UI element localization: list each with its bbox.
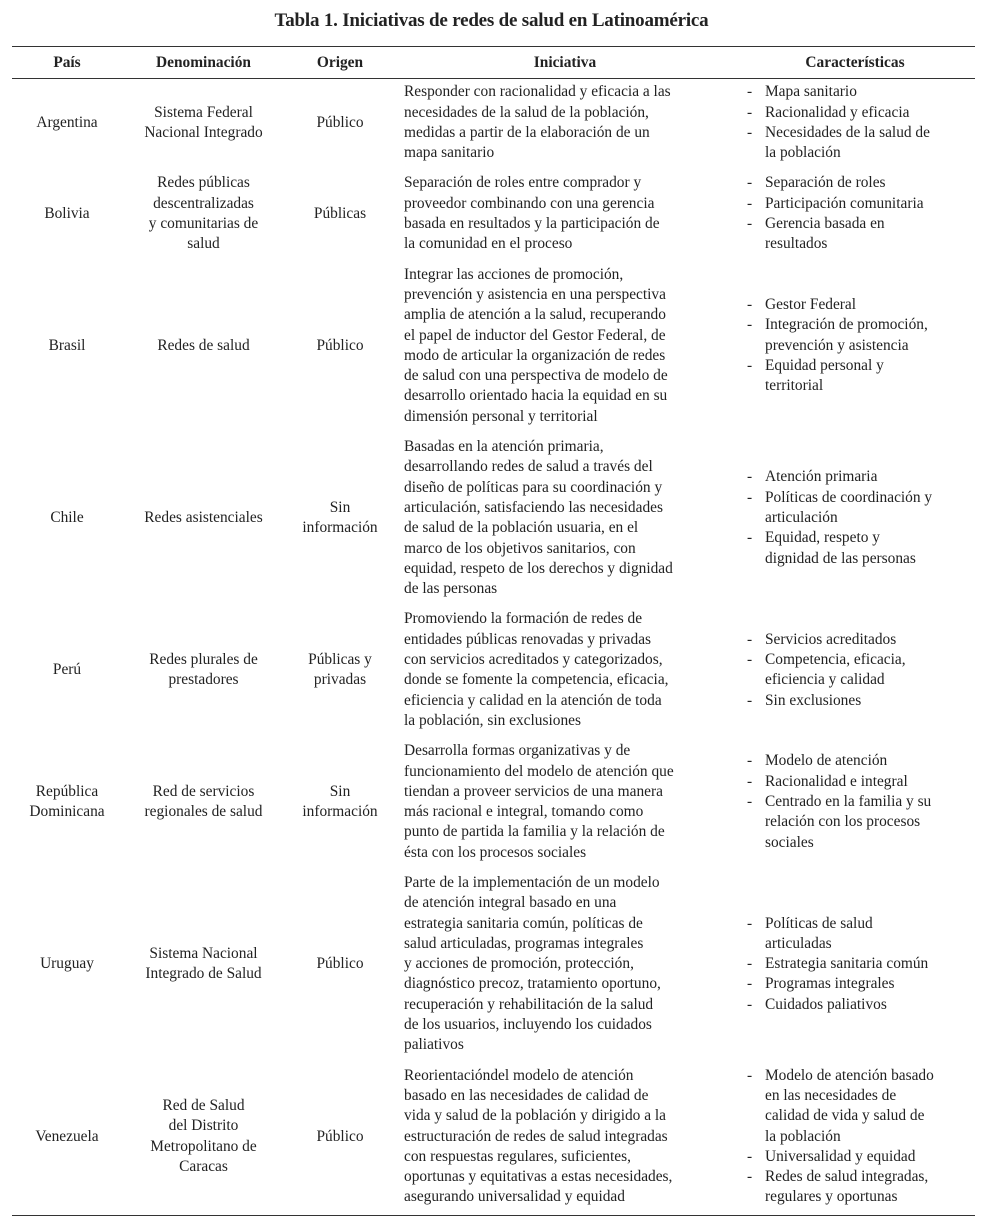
caracteristicas-list bbox=[747, 295, 975, 396]
list-item bbox=[747, 954, 975, 974]
list-item bbox=[747, 103, 975, 123]
caracteristicas-list bbox=[747, 467, 975, 568]
caracteristicas-list bbox=[747, 751, 975, 852]
caracteristicas-list bbox=[747, 630, 975, 711]
cell-origen: Público bbox=[285, 1063, 395, 1216]
list-item bbox=[747, 630, 975, 650]
cell-iniciativa: Basadas en la atención primaria, desarrollando redes de salud a través del diseño de políticas para su coordinación y articulación, satisfaciendo las necesidades de salud de la población usuaria, en el marco de los objetivos sanitarios, con equidad, respeto de los derechos y dignidad de las personas bbox=[404, 438, 673, 598]
header-row bbox=[12, 47, 975, 79]
cell-caracteristicas bbox=[735, 170, 975, 261]
list-item bbox=[747, 914, 975, 955]
header-pais: País bbox=[12, 47, 122, 79]
cell-denominacion: Redes plurales de prestadores bbox=[149, 651, 258, 689]
list-item bbox=[747, 528, 975, 569]
cell-iniciativa: Responder con racionalidad y eficacia a las necesidades de la salud de la población, medidas a partir de la elaboración de un mapa sanitario bbox=[404, 83, 671, 162]
list-item bbox=[747, 173, 975, 193]
bullet-dash-icon: - bbox=[747, 296, 753, 314]
cell-origen: Públicas bbox=[313, 204, 367, 222]
initiatives-table bbox=[12, 46, 975, 1216]
list-item-text: Programas integrales bbox=[765, 975, 895, 993]
cell-caracteristicas bbox=[735, 434, 975, 606]
list-item-text: Modelo de atención bbox=[765, 752, 888, 770]
bullet-dash-icon: - bbox=[747, 529, 753, 547]
list-item-text: Separación de roles bbox=[765, 174, 886, 192]
caracteristicas-list bbox=[747, 82, 975, 163]
list-item-text: Equidad personal y territorial bbox=[765, 357, 884, 395]
cell-origen: Público bbox=[316, 336, 364, 354]
cell-pais: Perú bbox=[52, 661, 82, 679]
table-row bbox=[12, 434, 975, 606]
cell-caracteristicas bbox=[735, 738, 975, 870]
cell-pais: Brasil bbox=[48, 336, 86, 354]
list-item-text: Equidad, respeto y dignidad de las personas bbox=[765, 529, 916, 567]
list-item-text: Políticas de coordinación y articulación bbox=[765, 488, 933, 527]
cell-iniciativa: Desarrolla formas organizativas y de funcionamiento del modelo de atención que tiendan a proveer servicios de una manera más racional e integral, tomando como punto de partida la familia y la relación de ésta con los procesos sociales bbox=[404, 742, 674, 861]
header-iniciativa: Iniciativa bbox=[395, 47, 735, 79]
cell-caracteristicas bbox=[735, 606, 975, 738]
list-item bbox=[747, 974, 975, 994]
cell-caracteristicas bbox=[735, 870, 975, 1063]
table-title: Tabla 1. Iniciativas de redes de salud en Latinoamérica bbox=[274, 10, 709, 31]
list-item bbox=[747, 214, 975, 255]
list-item bbox=[747, 1066, 975, 1147]
cell-denominacion: Redes de salud bbox=[157, 336, 250, 354]
header-denominacion: Denominación bbox=[122, 47, 285, 79]
cell-pais: Uruguay bbox=[40, 955, 94, 973]
cell-denominacion: Redes asistenciales bbox=[144, 509, 263, 527]
bullet-dash-icon: - bbox=[747, 630, 753, 648]
cell-pais: Argentina bbox=[36, 113, 98, 131]
table-body bbox=[12, 79, 975, 1215]
bullet-dash-icon: - bbox=[747, 468, 753, 486]
list-item bbox=[747, 488, 975, 529]
list-item bbox=[747, 123, 975, 164]
bullet-dash-icon: - bbox=[747, 1147, 753, 1165]
cell-caracteristicas bbox=[735, 1063, 975, 1216]
cell-caracteristicas bbox=[735, 79, 975, 171]
cell-origen: Sin información bbox=[302, 782, 378, 821]
list-item bbox=[747, 650, 975, 691]
cell-pais: República Dominicana bbox=[29, 782, 105, 821]
bullet-dash-icon: - bbox=[747, 955, 753, 973]
cell-denominacion: Redes públicas descentralizadas y comunitarias de salud bbox=[148, 174, 259, 253]
cell-denominacion: Red de servicios regionales de salud bbox=[144, 782, 263, 821]
list-item bbox=[747, 1167, 975, 1208]
list-item-text: Centrado en la familia y su relación con los procesos sociales bbox=[765, 792, 932, 851]
list-item bbox=[747, 792, 975, 853]
bullet-dash-icon: - bbox=[747, 995, 753, 1013]
list-item-text: Modelo de atención basado en las necesidades de calidad de vida y salud de la población bbox=[765, 1066, 934, 1145]
bullet-dash-icon: - bbox=[747, 174, 753, 192]
cell-iniciativa: Parte de la implementación de un modelo de atención integral basado en una estrategia sanitaria común, políticas de salud articuladas, programas integrales y acciones de promoción, protección, diagnóstico precoz, tratamiento oportuno, recuperación y rehabilitación de la salud de los usuarios, incluyendo los cuidados paliativos bbox=[404, 873, 661, 1054]
bullet-dash-icon: - bbox=[747, 752, 753, 770]
bullet-dash-icon: - bbox=[747, 772, 753, 790]
list-item-text: Cuidados paliativos bbox=[765, 995, 887, 1013]
list-item-text: Servicios acreditados bbox=[765, 630, 897, 648]
caracteristicas-list bbox=[747, 1066, 975, 1208]
bullet-dash-icon: - bbox=[747, 975, 753, 993]
cell-iniciativa: Separación de roles entre comprador y proveedor combinando con una gerencia basada en resultados y la participación de la comunidad en el proceso bbox=[404, 174, 660, 253]
bullet-dash-icon: - bbox=[747, 1168, 753, 1186]
list-item bbox=[747, 82, 975, 102]
list-item-text: Gerencia basada en resultados bbox=[765, 215, 885, 253]
list-item-text: Universalidad y equidad bbox=[765, 1147, 916, 1165]
list-item bbox=[747, 315, 975, 356]
cell-iniciativa: Integrar las acciones de promoción, prevención y asistencia en una perspectiva amplia de atención a la salud, recuperando el papel de inductor del Gestor Federal, de modo de articular la organización de redes de salud con una perspectiva de modelo de desarrollo orientado hacia la equidad en su dimensión personal y territorial bbox=[404, 265, 668, 425]
list-item-text: Racionalidad e integral bbox=[765, 772, 908, 790]
bullet-dash-icon: - bbox=[747, 316, 753, 334]
table-row bbox=[12, 170, 975, 261]
cell-denominacion: Sistema Nacional Integrado de Salud bbox=[145, 945, 262, 983]
list-item bbox=[747, 751, 975, 771]
table-row bbox=[12, 870, 975, 1063]
bullet-dash-icon: - bbox=[747, 488, 753, 506]
cell-denominacion: Red de Salud del Distrito Metropolitano de Caracas bbox=[122, 1063, 285, 1216]
list-item-text: Atención primaria bbox=[765, 468, 878, 486]
list-item bbox=[747, 194, 975, 214]
header-caracteristicas: Características bbox=[735, 47, 975, 79]
list-item-text: Sin exclusiones bbox=[765, 691, 862, 709]
cell-origen: Públicas y privadas bbox=[308, 651, 372, 689]
table-row bbox=[12, 262, 975, 434]
bullet-dash-icon: - bbox=[747, 357, 753, 374]
bullet-dash-icon: - bbox=[747, 83, 753, 101]
list-item-text: Racionalidad y eficacia bbox=[765, 103, 910, 121]
list-item-text: Mapa sanitario bbox=[765, 83, 857, 101]
list-item-text: Participación comunitaria bbox=[765, 194, 924, 212]
table-row bbox=[12, 79, 975, 171]
list-item bbox=[747, 356, 975, 397]
list-item-text: Políticas de salud articuladas bbox=[765, 914, 873, 952]
list-item-text: Gestor Federal bbox=[765, 296, 857, 314]
cell-denominacion: Sistema Federal Nacional Integrado bbox=[144, 103, 263, 141]
list-item bbox=[747, 691, 975, 711]
list-item bbox=[747, 1147, 975, 1167]
bullet-dash-icon: - bbox=[747, 1066, 753, 1084]
list-item-text: Redes de salud integradas, regulares y oportunas bbox=[765, 1168, 929, 1206]
cell-origen: Público bbox=[316, 113, 364, 131]
list-item bbox=[747, 467, 975, 487]
cell-pais: Bolivia bbox=[44, 204, 90, 222]
cell-caracteristicas bbox=[735, 262, 975, 434]
bullet-dash-icon: - bbox=[747, 914, 753, 932]
cell-iniciativa: Reorientacióndel modelo de atención basado en las necesidades de calidad de vida y salud de la población y dirigido a la estructuración de redes de salud integradas con respuestas regulares, suficientes, oportunas y equitativas a estas necesidades, asegurando universalidad y equidad bbox=[395, 1063, 735, 1216]
list-item bbox=[747, 772, 975, 792]
bullet-dash-icon: - bbox=[747, 691, 753, 709]
list-item-text: Estrategia sanitaria común bbox=[765, 955, 929, 973]
cell-origen: Sin información bbox=[302, 498, 378, 537]
list-item bbox=[747, 995, 975, 1015]
list-item-text: Integración de promoción, prevención y asistencia bbox=[765, 316, 928, 354]
caracteristicas-list bbox=[747, 914, 975, 1015]
bullet-dash-icon: - bbox=[747, 651, 753, 669]
caracteristicas-list bbox=[747, 173, 975, 254]
cell-pais: Chile bbox=[50, 509, 84, 527]
cell-pais: Venezuela bbox=[12, 1063, 122, 1216]
table-row bbox=[12, 1063, 975, 1216]
bullet-dash-icon: - bbox=[747, 194, 753, 212]
bullet-dash-icon: - bbox=[747, 103, 753, 121]
header-origen: Origen bbox=[285, 47, 395, 79]
table-row bbox=[12, 738, 975, 870]
bullet-dash-icon: - bbox=[747, 792, 753, 810]
list-item bbox=[747, 295, 975, 315]
table-row bbox=[12, 606, 975, 738]
bullet-dash-icon: - bbox=[747, 123, 753, 141]
list-item-text: Competencia, eficacia, eficiencia y calidad bbox=[765, 651, 906, 689]
cell-origen: Público bbox=[316, 955, 364, 973]
bullet-dash-icon: - bbox=[747, 215, 753, 233]
cell-iniciativa: Promoviendo la formación de redes de entidades públicas renovadas y privadas con servicios acreditados y categorizados, donde se fomente la competencia, eficacia, eficiencia y calidad en la atención de toda la población, sin exclusiones bbox=[404, 610, 669, 729]
list-item-text: Necesidades de la salud de la población bbox=[765, 123, 930, 162]
